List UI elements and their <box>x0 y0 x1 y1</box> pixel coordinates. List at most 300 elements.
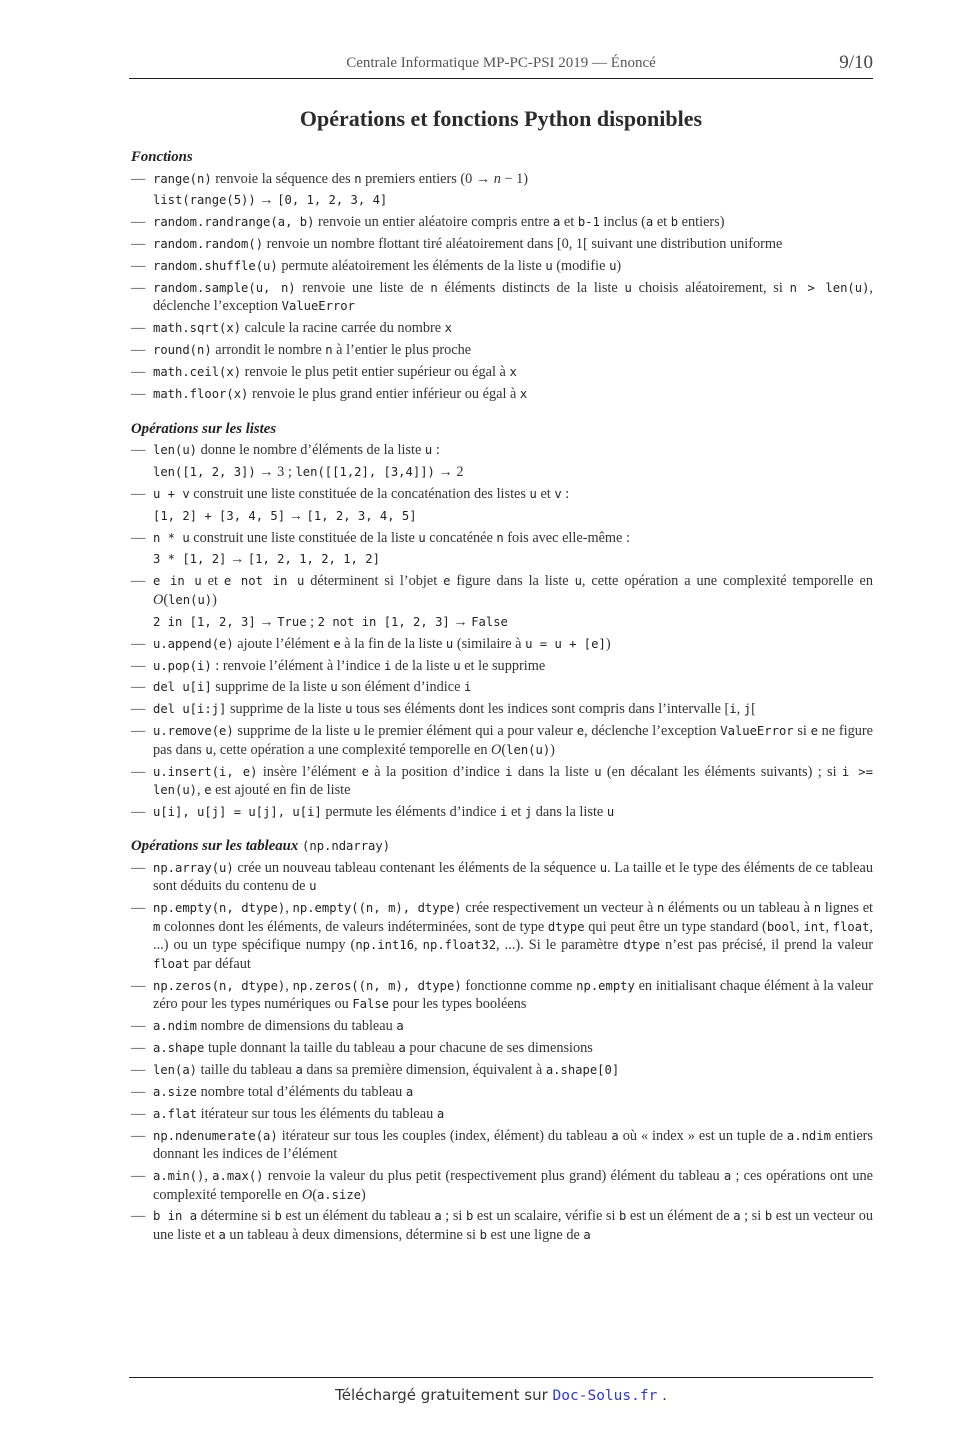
math-symbol: O <box>301 1186 313 1203</box>
text-fragment: , <box>414 937 423 954</box>
code-fragment: u <box>309 879 317 894</box>
line-break <box>153 507 873 526</box>
list-item <box>131 899 873 973</box>
code-fragment: n * u <box>153 530 190 545</box>
text-fragment: → <box>255 613 278 630</box>
document-body <box>131 148 873 1260</box>
line-break <box>153 463 873 482</box>
text-fragment: concaténée <box>425 529 497 546</box>
code-fragment: random.sample(u, n) <box>153 280 296 295</box>
code-fragment: np.zeros((n, m), dtype) <box>292 978 462 993</box>
code-fragment: len([[1,2], [3,4]]) <box>295 464 435 479</box>
text-fragment: construit une liste constituée de la concaténation des listes <box>189 485 530 502</box>
text-fragment: supprime de la liste <box>226 701 346 718</box>
text-fragment: → 2 <box>434 463 464 480</box>
text-fragment: un tableau à deux dimensions, détermine si <box>225 1226 480 1243</box>
code-fragment: u <box>606 804 615 819</box>
text-fragment: dans la liste <box>512 763 595 780</box>
code-fragment: len(u) <box>153 443 198 458</box>
text-fragment: crée un nouveau tableau contenant les éléments de la séquence <box>233 859 600 876</box>
footer-text: Téléchargé gratuitement sur <box>335 1386 553 1404</box>
text-fragment: , <box>736 701 744 718</box>
text-fragment: itérateur sur tous les couples (index, élément) du tableau <box>277 1127 612 1144</box>
code-fragment: b-1 <box>577 215 600 230</box>
text-fragment: en initialisant chaque élément à la valeur zéro pour les types numériques ou <box>153 977 874 1013</box>
code-fragment: u.insert(i, e) <box>153 764 258 779</box>
text-fragment: ; ces opérations ont une complexité temporelle en <box>153 1168 873 1203</box>
text-fragment: est ajouté en fin de liste <box>211 782 351 799</box>
code-fragment: a.shape <box>153 1041 205 1056</box>
code-fragment: a <box>398 1041 406 1056</box>
text-fragment: donne le nombre d’éléments de la liste <box>197 442 425 459</box>
code-fragment: math.ceil(x) <box>153 365 242 380</box>
code-fragment: len([1, 2, 3]) <box>153 464 256 479</box>
list-item <box>131 859 873 896</box>
code-fragment: a.ndim <box>786 1128 831 1143</box>
text-fragment: , <box>825 918 833 935</box>
text-fragment: et <box>653 214 671 231</box>
code-fragment: dtype <box>623 938 661 953</box>
section-title-wrapper <box>131 837 873 856</box>
line-break <box>153 550 873 569</box>
code-fragment: e <box>204 783 212 798</box>
text-fragment: si <box>793 723 811 740</box>
math-symbol: n <box>493 170 501 187</box>
list-item <box>131 722 873 759</box>
text-fragment: → 3 ; <box>255 463 296 480</box>
text-fragment: renvoie une liste de <box>295 279 431 296</box>
text-fragment: [ <box>751 701 756 718</box>
code-fragment: [1, 2] + [3, 4, 5] <box>153 508 286 523</box>
list-item <box>131 235 873 254</box>
code-fragment: True <box>277 614 307 629</box>
text-fragment: , cette opération a une complexité temporelle en <box>212 741 492 758</box>
code-fragment: i <box>384 658 392 673</box>
text-fragment: , <box>796 918 804 935</box>
code-fragment: a.min() <box>153 1169 205 1183</box>
code-fragment: j <box>743 702 752 717</box>
code-fragment: u = u + [e] <box>525 636 606 651</box>
code-fragment: a.flat <box>153 1106 198 1121</box>
text-fragment: , déclenche l’exception <box>584 723 721 740</box>
text-fragment: est un vecteur ou une liste et <box>153 1208 874 1243</box>
text-fragment: entiers) <box>678 214 725 231</box>
text-fragment: déterminent si l’objet <box>304 573 444 590</box>
text-fragment: est une ligne de <box>486 1226 584 1243</box>
list-item <box>131 657 873 676</box>
code-fragment: np.float32 <box>422 938 497 953</box>
text-fragment: ) <box>616 258 622 275</box>
code-fragment: [0, 1, 2, 3, 4] <box>277 193 388 208</box>
text-fragment: crée respectivement un vecteur à <box>461 900 658 917</box>
text-fragment: renvoie un entier aléatoire compris entre <box>314 214 554 231</box>
text-fragment: → <box>255 192 278 209</box>
code-fragment: np.array(u) <box>153 860 234 875</box>
code-fragment: e <box>443 574 451 589</box>
code-fragment: u <box>418 530 426 545</box>
code-fragment: np.ndenumerate(a) <box>153 1128 278 1143</box>
text-fragment: inclus ( <box>599 214 646 231</box>
code-fragment: b <box>465 1209 474 1224</box>
text-fragment: choisis aléatoirement, si <box>631 279 790 296</box>
text-fragment: et le supprime <box>460 657 546 674</box>
code-fragment: i <box>729 702 737 717</box>
code-fragment: e <box>361 764 369 779</box>
code-fragment: a <box>553 215 561 230</box>
doc-solus-link[interactable]: Doc-Solus.fr <box>552 1388 658 1404</box>
line-break <box>153 191 873 210</box>
text-fragment: fonctionne comme <box>461 977 577 994</box>
code-fragment: e not in u <box>223 574 305 589</box>
text-fragment: fois avec elle-même : <box>503 529 630 546</box>
code-fragment: float <box>832 919 870 934</box>
text-fragment: arrondit le nombre <box>211 342 326 359</box>
section-title-code: (np.ndarray) <box>302 839 391 854</box>
text-fragment: supprime de la liste <box>233 723 354 740</box>
text-fragment: ; si <box>441 1208 466 1225</box>
text-fragment: ) <box>212 591 217 608</box>
code-fragment: n <box>657 901 665 916</box>
list-item <box>131 170 873 210</box>
section-title: Opérations sur les listes <box>131 420 277 437</box>
text-fragment: à la fin de la liste <box>340 635 446 652</box>
text-fragment: le premier élément qui a pour valeur <box>360 723 577 740</box>
footer-suffix: . <box>657 1386 667 1404</box>
text-fragment: ) <box>605 635 611 652</box>
code-fragment: random.randrange(a, b) <box>153 215 315 230</box>
code-fragment: len(u) <box>168 592 213 607</box>
code-fragment: del u[i:j] <box>153 702 227 717</box>
code-fragment: np.empty <box>576 978 635 993</box>
code-fragment: False <box>352 997 389 1012</box>
text-fragment: : renvoie l’élément à l’indice <box>211 657 384 674</box>
item-list <box>131 859 873 1244</box>
list-item <box>131 635 873 654</box>
section-title: Fonctions <box>131 149 193 165</box>
section-list-operations <box>131 420 873 822</box>
text-fragment: renvoie le plus grand entier inférieur ou égal à <box>248 386 520 403</box>
code-fragment: i <box>500 804 508 819</box>
section-array-operations <box>131 837 873 1244</box>
code-fragment: x <box>509 365 517 380</box>
math-symbol: O <box>153 591 164 608</box>
section-title: Opérations sur les tableaux <box>131 838 299 855</box>
list-item <box>131 1083 873 1102</box>
text-fragment: et <box>536 485 555 502</box>
code-fragment: e <box>810 724 818 739</box>
code-fragment: b <box>479 1227 487 1242</box>
code-fragment: u <box>424 443 433 458</box>
text-fragment: nombre total d’éléments du tableau <box>197 1083 406 1100</box>
text-fragment: renvoie un nombre flottant tiré aléatoirement dans [0, 1[ suivant une distribution uniforme <box>263 236 783 253</box>
text-fragment: renvoie la séquence des <box>211 170 355 187</box>
code-fragment: list(range(5)) <box>153 193 256 208</box>
text-fragment: est un scalaire, vérifie si <box>473 1208 620 1225</box>
text-fragment: entiers donnant les indices de l’élément <box>153 1127 873 1163</box>
code-fragment: a <box>611 1128 619 1143</box>
code-fragment: e in u <box>153 574 202 589</box>
list-item <box>131 257 873 276</box>
list-item <box>131 977 873 1014</box>
text-fragment: renvoie le plus petit entier supérieur ou égal à <box>241 364 510 381</box>
page-header <box>129 52 873 79</box>
text-fragment: ; <box>306 613 318 630</box>
list-item <box>131 678 873 697</box>
text-fragment: ne figure pas dans <box>153 723 873 758</box>
text-fragment: , <box>285 900 293 917</box>
text-fragment: , <box>285 977 293 994</box>
code-fragment: b in a <box>153 1209 198 1224</box>
code-fragment: len(a) <box>153 1062 198 1077</box>
math-symbol: O <box>491 741 502 758</box>
text-fragment: permute aléatoirement les éléments de la liste <box>277 258 546 275</box>
code-fragment: b <box>764 1209 773 1224</box>
code-fragment: n <box>496 530 504 545</box>
text-fragment: . La taille et le type des éléments de ce tableau sont déduits du contenu de <box>153 859 873 895</box>
code-fragment: u <box>599 860 608 875</box>
code-fragment: u <box>624 280 632 295</box>
code-fragment: a <box>396 1019 404 1034</box>
text-fragment: nombre de dimensions du tableau <box>197 1018 397 1035</box>
text-fragment: à l’entier le plus proche <box>332 342 472 359</box>
list-item <box>131 529 873 569</box>
text-fragment: de la liste <box>391 657 454 674</box>
code-fragment: u <box>205 742 213 757</box>
text-fragment: → <box>285 507 307 524</box>
header-title: Centrale Informatique MP-PC-PSI 2019 — Énoncé <box>346 55 656 71</box>
code-fragment: m <box>153 919 161 934</box>
text-fragment: où « index » est un tuple de <box>618 1127 787 1144</box>
text-fragment: ( <box>312 1186 317 1203</box>
list-item <box>131 319 873 338</box>
list-item <box>131 700 873 719</box>
code-fragment: u <box>609 259 617 274</box>
code-fragment: a.size <box>153 1084 198 1099</box>
text-fragment: colonnes dont les éléments, de valeurs indéterminées, sont de type <box>160 918 548 935</box>
code-fragment: [1, 2, 3, 4, 5] <box>306 508 417 523</box>
list-item <box>131 363 873 382</box>
code-fragment: a <box>434 1209 442 1224</box>
list-item <box>131 385 873 404</box>
list-item <box>131 1105 873 1124</box>
text-fragment: tous ses éléments dont les indices sont compris dans l’intervalle [ <box>352 701 730 718</box>
list-item <box>131 213 873 232</box>
text-fragment: , déclenche l’exception <box>153 279 873 315</box>
code-fragment: float <box>153 956 190 971</box>
code-fragment: u[i], u[j] = u[j], u[i] <box>153 804 322 819</box>
code-fragment: random.shuffle(u) <box>153 259 278 274</box>
code-fragment: a <box>295 1062 303 1077</box>
code-fragment: ValueError <box>720 724 794 739</box>
text-fragment: son élément d’indice <box>337 679 465 696</box>
code-fragment: u <box>545 259 553 274</box>
text-fragment: : <box>561 485 570 502</box>
code-fragment: a <box>723 1169 732 1183</box>
code-fragment: math.sqrt(x) <box>153 321 242 336</box>
text-fragment: insère l’élément <box>257 763 362 780</box>
text-fragment: , <box>204 1168 213 1184</box>
code-fragment: a <box>583 1227 591 1242</box>
list-item <box>131 1017 873 1036</box>
text-fragment: pour les types booléens <box>389 996 527 1013</box>
code-fragment: 2 in [1, 2, 3] <box>153 614 256 629</box>
text-fragment: : <box>432 442 440 459</box>
code-fragment: bool <box>766 919 797 934</box>
text-fragment: renvoie la valeur du plus petit (respectivement plus grand) élément du tableau <box>263 1168 724 1184</box>
list-item <box>131 485 873 525</box>
code-fragment: a <box>436 1106 445 1121</box>
text-fragment: est un élément du tableau <box>281 1208 435 1225</box>
code-fragment: a <box>218 1227 226 1242</box>
text-fragment: → <box>226 551 248 568</box>
code-fragment: dtype <box>547 919 585 934</box>
code-fragment: np.empty((n, m), dtype) <box>292 901 462 916</box>
code-fragment: int <box>803 919 826 934</box>
code-fragment: b <box>670 215 679 230</box>
code-fragment: u <box>529 486 537 501</box>
item-list <box>131 441 873 821</box>
code-fragment: 3 * [1, 2] <box>153 552 227 567</box>
document-title: Opérations et fonctions Python disponibles <box>299 106 703 131</box>
text-fragment: construit une liste constituée de la liste <box>189 529 419 546</box>
code-fragment: math.floor(x) <box>153 387 249 402</box>
code-fragment: del u[i] <box>153 680 212 695</box>
code-fragment: e <box>576 724 585 739</box>
text-fragment: ) <box>550 741 555 758</box>
text-fragment: (similaire à <box>453 635 526 652</box>
text-fragment: ajoute l’élément <box>233 635 334 652</box>
text-fragment: par défaut <box>189 955 251 972</box>
code-fragment: np.zeros(n, dtype) <box>153 978 286 993</box>
text-fragment: , ...) ou un type spécifique numpy ( <box>153 918 873 954</box>
text-fragment: éléments ou un tableau à <box>664 900 814 917</box>
footer-divider <box>129 1377 873 1378</box>
code-fragment: a <box>733 1209 741 1224</box>
code-fragment: x <box>519 387 528 402</box>
code-fragment: b <box>274 1209 282 1224</box>
text-fragment: ( <box>501 741 507 758</box>
code-fragment: np.int16 <box>355 938 415 953</box>
section-functions <box>131 148 873 404</box>
text-fragment: éléments distincts de la liste <box>437 279 625 296</box>
list-item <box>131 1061 873 1080</box>
code-fragment: False <box>471 614 508 629</box>
code-fragment: np.empty(n, dtype) <box>153 901 286 916</box>
text-fragment: qui peut être un type standard ( <box>584 918 767 935</box>
text-fragment: , ...). Si le paramètre <box>496 937 624 954</box>
code-fragment: round(n) <box>153 343 212 358</box>
code-fragment: u.pop(i) <box>153 658 212 673</box>
line-break <box>153 613 873 632</box>
code-fragment: [1, 2, 1, 2, 1, 2] <box>247 552 380 567</box>
code-fragment: ValueError <box>281 299 355 314</box>
code-fragment: u <box>330 680 338 695</box>
text-fragment: et <box>201 573 224 590</box>
text-fragment: ) <box>361 1186 366 1203</box>
code-fragment: i <box>464 680 472 695</box>
code-fragment: i <box>505 764 513 779</box>
text-fragment: ( <box>163 591 169 608</box>
code-fragment: n <box>325 343 333 358</box>
code-fragment: a <box>645 215 654 230</box>
text-fragment: à la position d’indice <box>368 763 506 780</box>
text-fragment: dans la liste <box>532 803 607 820</box>
list-item <box>131 1167 873 1204</box>
code-fragment: 2 not in [1, 2, 3] <box>317 614 450 629</box>
text-fragment: − 1) <box>500 170 529 187</box>
page-number: 9/10 <box>839 52 873 73</box>
text-fragment: supprime de la liste <box>211 679 331 696</box>
code-fragment: n <box>430 280 438 295</box>
code-fragment: u <box>353 724 361 739</box>
text-fragment: figure dans la liste <box>450 573 575 590</box>
text-fragment: est un élément de <box>626 1208 734 1225</box>
code-fragment: b <box>619 1209 627 1224</box>
code-fragment: j <box>524 804 533 819</box>
code-fragment: a.size <box>316 1187 361 1202</box>
page-footer <box>129 1386 873 1404</box>
text-fragment: et <box>507 803 525 820</box>
code-fragment: u <box>453 658 461 673</box>
code-fragment: u + v <box>153 486 190 501</box>
list-item <box>131 1127 873 1164</box>
code-fragment: n > len(u) <box>789 280 870 295</box>
code-fragment: len(u) <box>506 742 551 757</box>
list-item <box>131 441 873 481</box>
code-fragment: e <box>333 636 341 651</box>
list-item <box>131 803 873 822</box>
code-fragment: random.random() <box>153 237 264 252</box>
list-item <box>131 572 873 631</box>
code-fragment: u <box>345 702 353 717</box>
item-list <box>131 170 873 404</box>
text-fragment: pour chacune de ses dimensions <box>405 1040 593 1057</box>
code-fragment: a.shape[0] <box>545 1062 620 1077</box>
text-fragment: n’est pas précisé, il prend la valeur <box>660 937 873 954</box>
code-fragment: v <box>554 486 562 501</box>
text-fragment: (en décalant les éléments suivants) ; si <box>601 763 842 780</box>
text-fragment: permute les éléments d’indice <box>321 803 501 820</box>
text-fragment: détermine si <box>197 1208 275 1225</box>
text-fragment: et <box>560 214 578 231</box>
text-fragment: → <box>449 613 472 630</box>
text-fragment: itérateur sur tous les éléments du tableau <box>197 1105 437 1122</box>
text-fragment: lignes et <box>821 900 874 917</box>
code-fragment: i >= len(u) <box>153 764 873 798</box>
code-fragment: n <box>813 901 822 916</box>
code-fragment: u <box>445 636 454 651</box>
list-item <box>131 341 873 360</box>
code-fragment: u.remove(e) <box>153 724 234 739</box>
code-fragment: u <box>574 574 582 589</box>
list-item <box>131 763 873 800</box>
text-fragment: calcule la racine carrée du nombre <box>241 320 445 337</box>
list-item <box>131 279 873 316</box>
text-fragment: premiers entiers (0 → <box>361 170 494 187</box>
text-fragment: ; si <box>740 1208 765 1225</box>
text-fragment: (modifie <box>552 258 610 275</box>
text-fragment: , <box>197 782 205 799</box>
code-fragment: u.append(e) <box>153 636 234 651</box>
code-fragment: n <box>354 171 362 186</box>
code-fragment: range(n) <box>153 171 212 186</box>
text-fragment: dans sa première dimension, équivalent à <box>302 1061 546 1078</box>
list-item <box>131 1039 873 1058</box>
code-fragment: x <box>444 321 453 336</box>
text-fragment: , cette opération a une complexité temporelle en <box>581 573 874 590</box>
text-fragment: tuple donnant la taille du tableau <box>204 1040 399 1057</box>
code-fragment: a.max() <box>212 1169 264 1183</box>
